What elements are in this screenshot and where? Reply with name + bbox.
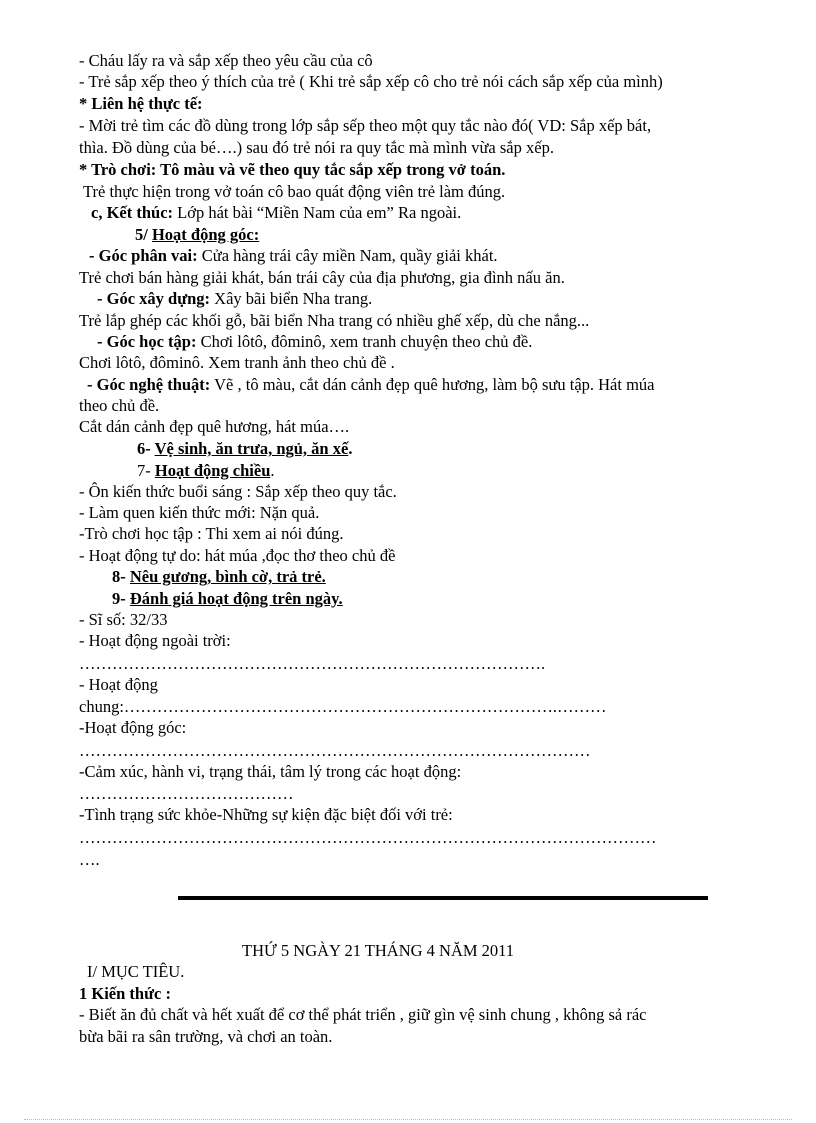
text-line: Trẻ chơi bán hàng giải khát, bán trái cây của địa phương, gia đình nấu ăn.: [79, 268, 565, 287]
dotted-line: ……………………………………………………………………………………………: [79, 828, 657, 847]
text-line: bừa bãi ra sân trường, và chơi an toàn.: [79, 1027, 333, 1046]
inline-text: Cửa hàng trái cây miền Nam, quầy giải khát.: [201, 246, 498, 265]
date-heading: THỨ 5 NGÀY 21 THÁNG 4 NĂM 2011: [242, 941, 515, 960]
text-line: [91, 202, 461, 223]
section-heading: [112, 588, 343, 609]
text-line: I/ MỤC TIÊU.: [87, 962, 185, 981]
section-number: 7-: [137, 461, 151, 480]
text-line: -Cảm xúc, hành vi, trạng thái, tâm lý trong các hoạt động:: [79, 762, 462, 781]
text-line: -Hoạt động góc:: [79, 718, 187, 737]
dotted-line: ………………………………………………………………………….: [79, 654, 546, 673]
text-line: [97, 331, 532, 352]
text-line: - Mời trẻ tìm các đồ dùng trong lớp sắp sếp theo một quy tắc nào đó( VD: Sắp xếp bát,: [79, 116, 652, 135]
text-line: Chơi lôtô, đôminô. Xem tranh ảnh theo chủ đề .: [79, 353, 395, 372]
text-line: - Trẻ sắp xếp theo ý thích của trẻ ( Khi trẻ sắp xếp cô cho trẻ nói cách sắp xếp của mình): [79, 72, 663, 91]
section-title: Nêu gương, bình cờ, trả trẻ.: [129, 567, 326, 586]
section-heading: * Liên hệ thực tế:: [79, 94, 203, 113]
text-line: -Tình trạng sức khỏe-Những sự kiện đặc biệt đối với trẻ:: [79, 805, 453, 824]
section-title: Đánh giá hoạt động trên ngày.: [129, 589, 343, 608]
text-line: - Làm quen kiến thức mới: Nặn quả.: [79, 503, 320, 522]
text-line: -Trò chơi học tập : Thi xem ai nói đúng.: [79, 524, 344, 543]
inline-text: Vẽ , tô màu, cắt dán cảnh đẹp quê hương, làm bộ sưu tập. Hát múa: [214, 375, 655, 394]
dotted-line: …………………………………: [79, 784, 294, 803]
inline-label: - Góc nghệ thuật:: [87, 375, 211, 394]
inline-label: - Góc xây dựng:: [97, 289, 211, 308]
inline-text: Xây bãi biển Nha trang.: [214, 289, 373, 308]
section-heading: 1 Kiến thức :: [79, 984, 171, 1003]
inline-label: - Góc phân vai:: [89, 246, 198, 265]
text-line: Trẻ thực hiện trong vở toán cô bao quát động viên trẻ làm đúng.: [83, 182, 506, 201]
text-line: [89, 245, 498, 266]
section-title: Hoạt động chiều: [154, 461, 271, 480]
text-line: - Hoạt động: [79, 675, 158, 694]
text-line: - Ôn kiến thức buổi sáng : Sắp xếp theo quy tắc.: [79, 482, 397, 501]
inline-text: Lớp hát bài “Miền Nam của em” Ra ngoài.: [177, 203, 462, 222]
section-title: Hoạt động góc:: [151, 225, 260, 244]
section-trail: .: [270, 461, 275, 480]
text-line: thìa. Đồ dùng của bé….) sau đó trẻ nói ra quy tắc mà mình vừa sắp xếp.: [79, 138, 554, 157]
page-edge-divider: [24, 1119, 792, 1120]
text-line: theo chủ đề.: [79, 396, 160, 415]
text-line: [97, 288, 372, 309]
section-number: 8-: [112, 567, 126, 586]
section-number: 9-: [112, 589, 126, 608]
dotted-line: chung:…………………………………………………………………….………: [79, 697, 607, 716]
section-heading: [112, 566, 326, 587]
section-number: 6-: [137, 439, 151, 458]
text-line: - Hoạt động ngoài trời:: [79, 631, 231, 650]
section-heading: [135, 224, 259, 245]
text-line: - Hoạt động tự do: hát múa ,đọc thơ theo chủ đề: [79, 546, 396, 565]
section-title: Vệ sinh, ăn trưa, ngủ, ăn xế: [154, 439, 349, 458]
inline-label: c, Kết thúc:: [91, 203, 174, 222]
section-number: 5/: [135, 225, 148, 244]
text-line: - Cháu lấy ra và sắp xếp theo yêu cầu của cô: [79, 51, 373, 70]
text-line: Cắt dán cảnh đẹp quê hương, hát múa….: [79, 417, 350, 436]
text-line: - Sĩ số: 32/33: [79, 610, 168, 629]
section-heading: [137, 438, 352, 459]
section-heading: [137, 460, 275, 481]
inline-label: - Góc học tập:: [97, 332, 197, 351]
section-trail: .: [348, 439, 353, 458]
text-line: Trẻ lắp ghép các khối gỗ, bãi biển Nha trang có nhiều ghế xếp, dù che nắng...: [79, 311, 590, 330]
dotted-line: …………………………………………………………………………………: [79, 741, 591, 760]
inline-text: Chơi lôtô, đôminô, xem tranh chuyện theo chủ đề.: [200, 332, 533, 351]
text-line: [87, 374, 655, 395]
section-heading: * Trò chơi: Tô màu và vẽ theo quy tắc sắp xếp trong vở toán.: [79, 160, 506, 179]
text-line: - Biết ăn đủ chất và hết xuất để cơ thể phát triển , giữ gìn vệ sinh chung , không sả rác: [79, 1005, 647, 1024]
dotted-line: ….: [79, 850, 100, 869]
horizontal-rule: [178, 896, 708, 900]
